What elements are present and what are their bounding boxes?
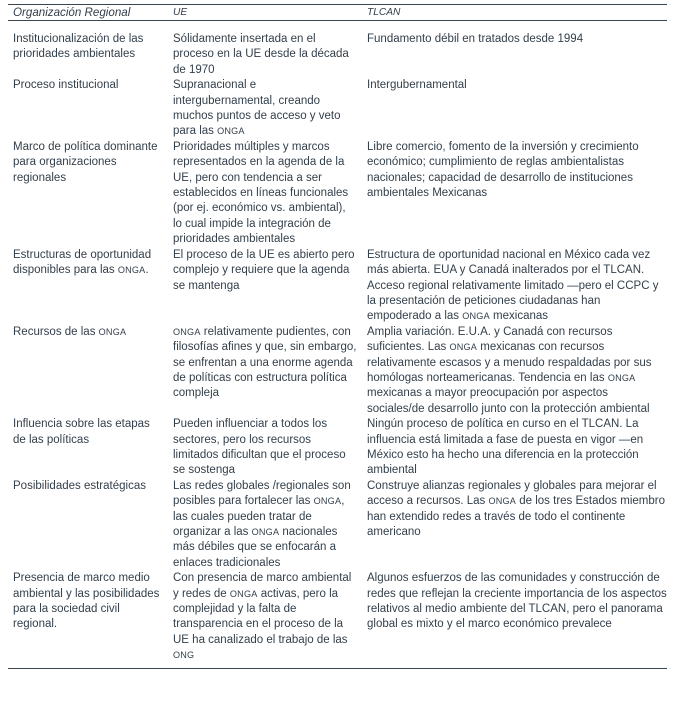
acronym-onga: ONGA bbox=[98, 326, 127, 337]
cell-ue: Supranacional e intergubernamental, creando muchos puntos de acceso y veto para las ONGA bbox=[173, 79, 341, 138]
cell-dimension: Proceso institucional bbox=[13, 79, 119, 92]
acronym-onga: ONGA bbox=[313, 496, 342, 507]
cell-ue: Las redes globales /regionales son posibles para fortalecer las ONGA, las cuales pueden tratar de organizar a las ONGA nacionales más débiles que se enfocarán a enlaces tradicionales bbox=[173, 479, 351, 569]
cell-tlcan: Amplia variación. E.U.A. y Canadá con recursos suficientes. Las ONGA mexicanas con recursos relativamente escasos y a menudo respaldadas por sus homólogas norteamericanas. Tendencia en las ONGA mexicanas a mayor preocupación por aspectos sociales/de desarrollo junto con la protección ambiental bbox=[367, 325, 652, 415]
cell-dimension: Estructuras de oportunidad disponibles para las ONGA. bbox=[13, 248, 152, 277]
table-header bbox=[0, 5, 675, 20]
table-row bbox=[0, 479, 675, 571]
cell-tlcan: Algunos esfuerzos de las comunidades y construcción de redes que reflejan la creciente importancia de los aspectos relativos al medio ambiente del TLCAN, pero el panorama global es mixto y el marco económico prevalece bbox=[367, 572, 667, 631]
cell-tlcan: Fundamento débil en tratados desde 1994 bbox=[367, 33, 584, 45]
acronym-onga: ONGA bbox=[117, 265, 146, 276]
cell-ue: El proceso de la UE es abierto pero complejo y requiere que la agenda se mantenga bbox=[173, 248, 355, 292]
cell-tlcan: Intergubernamental bbox=[367, 79, 467, 92]
table-bottom-rule bbox=[8, 668, 667, 669]
cell-tlcan: Construye alianzas regionales y globales para mejorar el acceso a recursos. Las ONGA de los tres Estados miembro han extendido redes a través de todo el continente americano bbox=[367, 479, 665, 538]
cell-ue: Con presencia de marco ambiental y redes de ONGA activas, pero la complejidad y la falta de transparencia en el proceso de la UE ha canalizado el trabajo de las ONG bbox=[173, 572, 352, 661]
cell-ue: Prioridades múltiples y marcos representados en la agenda de la UE, pero con tendencia a ser establecidos en líneas funcionales (por ej. económico vs. ambiental), lo cual impide la integración de prioridades ambientales bbox=[173, 140, 349, 246]
cell-dimension: Marco de política dominante para organizaciones regionales bbox=[13, 140, 158, 184]
table-row bbox=[0, 571, 675, 663]
comparison-table-container bbox=[0, 4, 675, 669]
acronym-onga: ONGA bbox=[607, 372, 636, 383]
cell-tlcan: Estructura de oportunidad nacional en México cada vez más abierta. EUA y Canadá inalterados por el TLCAN. Acceso regional relativamente limitado —pero el CCPC y la presentación de peticiones ciudadanas han empoderado a las ONGA mexicanas bbox=[367, 248, 659, 323]
table-row bbox=[0, 140, 675, 248]
cell-tlcan: Libre comercio, fomento de la inversión y crecimiento económico; cumplimiento de reglas ambientalistas nacionales; capacidad de desarrollo de instituciones ambientales Mexicanas bbox=[367, 140, 639, 200]
acronym-onga: ONG bbox=[173, 650, 195, 661]
cell-dimension: Posibilidades estratégicas bbox=[13, 479, 146, 492]
regional-organization-comparison-body bbox=[0, 21, 675, 664]
acronym-onga: ONGA bbox=[251, 527, 280, 537]
acronym-onga: ONGA bbox=[173, 326, 201, 337]
cell-ue: Pueden influenciar a todos los sectores, pero los recursos limitados dificultan que el proceso se sostenga bbox=[173, 418, 346, 477]
cell-dimension: Recursos de las ONGA bbox=[13, 325, 127, 338]
table-row bbox=[0, 248, 675, 325]
cell-dimension: Institucionalización de las prioridades ambientales bbox=[13, 33, 144, 61]
cell-ue: Sólidamente insertada en el proceso en la UE desde la década de 1970 bbox=[173, 33, 349, 76]
table-body bbox=[0, 21, 675, 664]
acronym-onga: ONGA bbox=[488, 496, 517, 507]
cell-dimension: Influencia sobre las etapas de las políticas bbox=[13, 418, 150, 446]
acronym-onga: ONGA bbox=[449, 342, 478, 353]
regional-organization-comparison-table bbox=[0, 5, 675, 20]
table-row bbox=[0, 78, 675, 140]
acronym-onga: ONGA bbox=[217, 126, 245, 137]
table-header-row bbox=[0, 5, 675, 20]
table-row bbox=[0, 417, 675, 479]
column-header-ue: UE bbox=[173, 7, 188, 18]
table-row bbox=[0, 21, 675, 78]
acronym-onga: ONGA bbox=[229, 588, 258, 599]
cell-ue: ONGA relativamente pudientes, con filosofías afines y que, sin embargo, se enfrentan a una enorme agenda de políticas con estructura política compleja bbox=[173, 325, 357, 400]
cell-tlcan: Ningún proceso de política en curso en el TLCAN. La influencia está limitada a fase de puesta en vigor —en México esto ha hecho una diferencia en la protección ambiental bbox=[367, 418, 644, 477]
column-header-tlcan: TLCAN bbox=[367, 7, 401, 18]
table-row bbox=[0, 325, 675, 417]
column-header-dimension: Organización Regional bbox=[13, 6, 131, 19]
cell-dimension: Presencia de marco medio ambiental y las posibilidades para la sociedad civil regional. bbox=[13, 572, 160, 631]
acronym-onga: ONGA bbox=[462, 311, 490, 322]
